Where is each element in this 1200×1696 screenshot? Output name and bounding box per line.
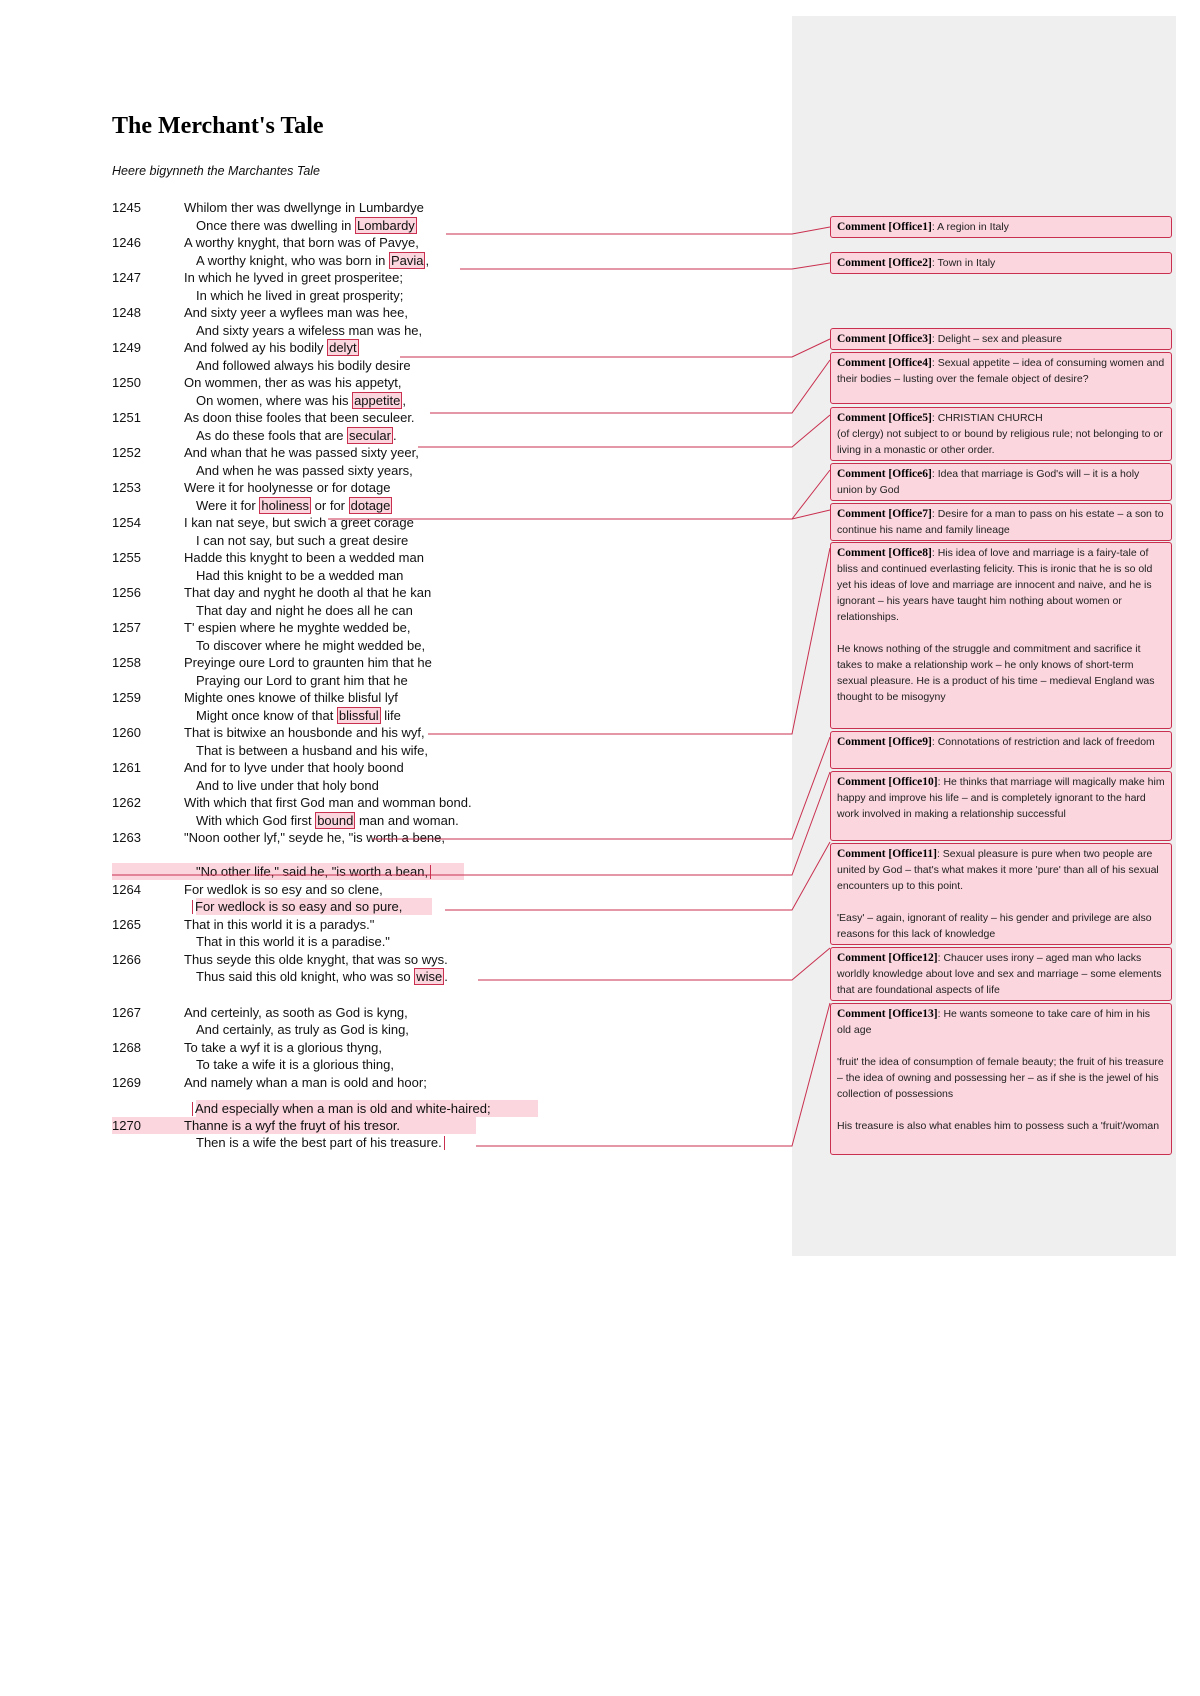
- comment-text: Connotations of restriction and lack of freedom: [937, 736, 1155, 748]
- comment-label: Comment [Office3]: [837, 333, 932, 345]
- comment-label: Comment [Office11]: [837, 848, 937, 860]
- line-number: 1269: [112, 1075, 141, 1090]
- translation-line: That is between a husband and his wife,: [196, 743, 428, 758]
- translation-line: [196, 863, 433, 880]
- text: With which God first: [196, 813, 316, 828]
- original-line: That in this world it is a paradys.": [184, 917, 375, 932]
- translation-line: [196, 1100, 491, 1117]
- comment-text: Sexual appetite – idea of consuming women and their bodies – lusting over the female object of desire?: [837, 357, 1165, 385]
- comment-box-7[interactable]: Comment [Office7]: Desire for a man to pass on his estate – a son to continue his name and family lineage: [830, 503, 1172, 541]
- comment-box-2[interactable]: Comment [Office2]: Town in Italy: [830, 252, 1172, 274]
- comment-marker[interactable]: [444, 1136, 445, 1150]
- connector-3: [400, 339, 830, 357]
- comment-text: 'fruit' the idea of consumption of female beauty; the fruit of his treasure – the idea of owning and possessing her – as if she is the jewel of his collection of possessions: [837, 1056, 1164, 1100]
- text: ,: [425, 253, 430, 268]
- line-number: 1268: [112, 1040, 141, 1055]
- comment-text: 'Easy' – again, ignorant of reality – his gender and privilege are also reasons for this lack of knowledge: [837, 912, 1152, 940]
- text: And especially when a man is old and white-haired;: [195, 1101, 491, 1116]
- translation-line: Praying our Lord to grant him that he: [196, 673, 408, 688]
- comment-label: Comment [Office9]: [837, 736, 932, 748]
- comment-box-3[interactable]: Comment [Office3]: Delight – sex and pleasure: [830, 328, 1172, 350]
- comment-text: Chaucer uses irony – aged man who lacks worldly knowledge about love and sex and marriage – some elements that are foundational aspects of life: [837, 952, 1162, 996]
- original-line: As doon thise fooles that been seculeer.: [184, 410, 415, 425]
- text: For wedlock is so easy and so pure,: [195, 899, 403, 914]
- comment-label: Comment [Office12]: [837, 952, 938, 964]
- line-number: 1251: [112, 410, 141, 425]
- line-number: 1252: [112, 445, 141, 460]
- comment-box-1[interactable]: Comment [Office1]: A region in Italy: [830, 216, 1172, 238]
- connector-4: [430, 360, 830, 413]
- translation-line: That in this world it is a paradise.": [196, 934, 390, 949]
- original-line: On wommen, ther as was his appetyt,: [184, 375, 402, 390]
- text: A worthy knight, who was born in: [196, 253, 389, 268]
- line-number: 1258: [112, 655, 141, 670]
- comment-anchor[interactable]: Lombardy: [356, 218, 415, 233]
- comment-box-5[interactable]: Comment [Office5]: CHRISTIAN CHURCH (of clergy) not subject to or bound by religious rule; not belonging to or living in a monastic or other order.: [830, 407, 1172, 461]
- comment-text: A region in Italy: [937, 221, 1009, 233]
- translation-line: And when he was passed sixty years,: [196, 463, 413, 478]
- text: Thus said this old knight, who was so: [196, 969, 415, 984]
- comment-marker[interactable]: [430, 865, 431, 879]
- line-number: 1257: [112, 620, 141, 635]
- original-line: And whan that he was passed sixty yeer,: [184, 445, 419, 460]
- line-number: 1267: [112, 1005, 141, 1020]
- page-title: The Merchant's Tale: [112, 113, 324, 139]
- line-number: 1254: [112, 515, 141, 530]
- comment-label: Comment [Office13]: [837, 1008, 938, 1020]
- original-line: And sixty yeer a wyflees man was hee,: [184, 305, 408, 320]
- translation-line: [196, 812, 459, 829]
- line-number: 1249: [112, 340, 141, 355]
- translation-line: [196, 707, 401, 724]
- translation-line: [196, 252, 429, 269]
- text: As do these fools that are: [196, 428, 348, 443]
- connector-5: [418, 415, 830, 447]
- original-line: That day and nyght he dooth al that he kan: [184, 585, 432, 600]
- comment-anchor[interactable]: dotage: [350, 498, 391, 513]
- translation-line: [196, 497, 392, 514]
- original-line: And certeinly, as sooth as God is kyng,: [184, 1005, 408, 1020]
- line-number: 1250: [112, 375, 141, 390]
- original-line: Hadde this knyght to been a wedded man: [184, 550, 424, 565]
- connector-13: [476, 1003, 830, 1146]
- comment-box-9[interactable]: Comment [Office9]: Connotations of restriction and lack of freedom: [830, 731, 1172, 769]
- comment-box-8[interactable]: Comment [Office8]: His idea of love and marriage is a fairy-tale of bliss and continued everlasting felicity. This is ironic that he is so old yet his ideas of love and marriage are innocent and naive, and he is ignorant – his years have taught him nothing about women or relationships. He knows nothing of the struggle and commitment and sacrifice it takes to make a relationship work – he only knows of short-term sexual pleasure. He is a product of his time – medieval England was thought to be misogyny: [830, 542, 1172, 729]
- original-line: To take a wyf it is a glorious thyng,: [184, 1040, 382, 1055]
- original-line: A worthy knyght, that born was of Pavye,: [184, 235, 419, 250]
- translation-line: [196, 898, 402, 915]
- original-line: In which he lyved in greet prosperitee;: [184, 270, 403, 285]
- connector-7: [412, 510, 830, 519]
- translation-line: [196, 968, 448, 985]
- line-number: 1265: [112, 917, 141, 932]
- comment-text: Delight – sex and pleasure: [937, 333, 1063, 345]
- comment-text: Sexual pleasure is pure when two people are united by God – that's what makes it more 'pure' than all of his sexual encounters up to this point.: [837, 848, 1159, 892]
- comment-text: Desire for a man to pass on his estate – a son to continue his name and family lineage: [837, 508, 1164, 536]
- translation-line: Had this knight to be a wedded man: [196, 568, 404, 583]
- comment-anchor[interactable]: bound: [317, 813, 354, 828]
- line-number: 1245: [112, 200, 141, 215]
- connector-11: [445, 842, 830, 910]
- comment-box-11[interactable]: Comment [Office11]: Sexual pleasure is pure when two people are united by God – that's what makes it more 'pure' than all of his sexual encounters up to this point. 'Easy' – again, ignorant of reality – his gender and privilege are also reasons for this lack of knowledge: [830, 843, 1172, 945]
- translation-line: And certainly, as truly as God is king,: [196, 1022, 409, 1037]
- text: Might once know of that: [196, 708, 337, 723]
- line-number: 1270: [112, 1118, 141, 1133]
- text: Then is a wife the best part of his treasure.: [196, 1135, 442, 1150]
- text: Once there was dwelling in: [196, 218, 355, 233]
- line-number: 1264: [112, 882, 141, 897]
- comment-box-4[interactable]: Comment [Office4]: Sexual appetite – idea of consuming women and their bodies – lusting over the female object of desire?: [830, 352, 1172, 404]
- translation-line: That day and night he does all he can: [196, 603, 413, 618]
- comment-text: CHRISTIAN CHURCH: [937, 412, 1043, 424]
- comment-label: Comment [Office10]: [837, 776, 938, 788]
- comment-box-13[interactable]: Comment [Office13]: He wants someone to take care of him in his old age 'fruit' the idea of consumption of female beauty; the fruit of his treasure – the idea of owning and possessing her – as if she is the jewel of his collection of possessions His treasure is also what enables him to possess such a 'fruit'/woman: [830, 1003, 1172, 1155]
- connector-1: [446, 227, 830, 234]
- text: man and woman.: [355, 813, 459, 828]
- comment-anchor[interactable]: Pavia: [390, 253, 424, 268]
- comment-anchor[interactable]: wise: [416, 969, 443, 984]
- original-line: For wedlok is so esy and so clene,: [184, 882, 383, 897]
- comment-text: He thinks that marriage will magically make him happy and improve his life – and is completely ignorant to the hard work involved in making a relationship successful: [837, 776, 1165, 820]
- text: Were it for: [196, 498, 260, 513]
- line-number: 1263: [112, 830, 141, 845]
- line-number: 1259: [112, 690, 141, 705]
- translation-line: [196, 217, 417, 234]
- line-number: 1256: [112, 585, 141, 600]
- comment-text: Town in Italy: [937, 257, 996, 269]
- original-line: Thus seyde this olde knyght, that was so wys.: [184, 952, 448, 967]
- comment-text: He wants someone to take care of him in his old age: [837, 1008, 1151, 1036]
- comment-anchor[interactable]: delyt: [329, 340, 357, 355]
- translation-line: [196, 1134, 447, 1151]
- text: And folwed ay his bodily: [184, 340, 328, 355]
- line-number: 1248: [112, 305, 141, 320]
- translation-line: [196, 392, 406, 409]
- original-line: Whilom ther was dwellynge in Lumbardye: [184, 200, 424, 215]
- original-line: [184, 339, 359, 356]
- text: "No other life," said he, "is worth a bean,: [196, 864, 429, 879]
- comment-box-6[interactable]: Comment [Office6]: Idea that marriage is God's will – it is a holy union by God: [830, 463, 1172, 501]
- comment-anchor[interactable]: holiness: [261, 498, 310, 513]
- line-number: 1253: [112, 480, 141, 495]
- comment-text: Idea that marriage is God's will – it is a holy union by God: [837, 468, 1140, 496]
- translation-line: In which he lived in great prosperity;: [196, 288, 404, 303]
- translation-line: And sixty years a wifeless man was he,: [196, 323, 423, 338]
- comment-box-10[interactable]: Comment [Office10]: He thinks that marriage will magically make him happy and improve his life – and is completely ignorant to the hard work involved in making a relationship successful: [830, 771, 1172, 841]
- comment-anchor[interactable]: appetite: [354, 393, 401, 408]
- line-number: 1262: [112, 795, 141, 810]
- text: On women, where was his: [196, 393, 353, 408]
- text: life: [380, 708, 401, 723]
- comment-text: (of clergy) not subject to or bound by religious rule; not belonging to or living in a monastic or other order.: [837, 428, 1163, 456]
- connector-12: [478, 948, 830, 980]
- translation-line: To take a wife it is a glorious thing,: [196, 1057, 394, 1072]
- comment-box-12[interactable]: Comment [Office12]: Chaucer uses irony – aged man who lacks worldly knowledge about love and sex and marriage – some elements that are foundational aspects of life: [830, 947, 1172, 1001]
- translation-line: To discover where he might wedded be,: [196, 638, 426, 653]
- connector-2: [460, 263, 830, 269]
- line-number: 1255: [112, 550, 141, 565]
- original-line: Were it for hoolynesse or for dotage: [184, 480, 391, 495]
- comment-label: Comment [Office4]: [837, 357, 932, 369]
- text: .: [392, 428, 397, 443]
- original-line: T' espien where he myghte wedded be,: [184, 620, 411, 635]
- original-line: "Noon oother lyf," seyde he, "is worth a bene,: [184, 830, 445, 845]
- comment-text: His idea of love and marriage is a fairy-tale of bliss and continued everlasting felicity. This is ironic that he is so old yet his ideas of love and marriage are innocent and naive, and he is ignorant – his years have taught him nothing about women or relationships.: [837, 547, 1153, 623]
- original-line: Mighte ones knowe of thilke blisful lyf: [184, 690, 398, 705]
- translation-line: [196, 427, 397, 444]
- line-number: 1266: [112, 952, 141, 967]
- comment-anchor[interactable]: blissful: [338, 708, 379, 723]
- translation-line: And followed always his bodily desire: [196, 358, 411, 373]
- text: or for: [311, 498, 349, 513]
- original-line: I kan nat seye, but swich a greet corage: [184, 515, 414, 530]
- original-line: Preyinge oure Lord to graunten him that he: [184, 655, 432, 670]
- text: ,: [402, 393, 406, 408]
- comment-label: Comment [Office1]: [837, 221, 932, 233]
- translation-line: And to live under that holy bond: [196, 778, 379, 793]
- comment-text: His treasure is also what enables him to possess such a 'fruit'/woman: [837, 1120, 1160, 1132]
- line-number: 1261: [112, 760, 141, 775]
- comment-marker[interactable]: [192, 900, 193, 914]
- original-line: That is bitwixe an housbonde and his wyf,: [184, 725, 425, 740]
- comment-text: He knows nothing of the struggle and commitment and sacrifice it takes to make a relationship work – he only knows of short-term sexual pleasure. He is a product of his time – medieval England was thought to be misogyny: [837, 643, 1155, 703]
- line-number: 1260: [112, 725, 141, 740]
- page-subtitle: Heere bigynneth the Marchantes Tale: [112, 164, 321, 178]
- line-number: 1247: [112, 270, 141, 285]
- original-line: And namely whan a man is oold and hoor;: [184, 1075, 427, 1090]
- comment-marker[interactable]: [192, 1102, 193, 1116]
- original-line: And for to lyve under that hooly boond: [184, 760, 404, 775]
- line-number: 1246: [112, 235, 141, 250]
- comment-label: Comment [Office7]: [837, 508, 932, 520]
- connector-8: [428, 548, 830, 734]
- comment-label: Comment [Office5]: [837, 412, 932, 424]
- comment-anchor[interactable]: secular: [349, 428, 391, 443]
- comment-label: Comment [Office6]: [837, 468, 932, 480]
- translation-line: I can not say, but such a great desire: [196, 533, 409, 548]
- text: .: [444, 969, 448, 984]
- comment-label: Comment [Office8]: [837, 547, 932, 559]
- original-line: Thanne is a wyf the fruyt of his tresor.: [184, 1118, 401, 1133]
- original-line: With which that first God man and womman bond.: [184, 795, 472, 810]
- comment-label: Comment [Office2]: [837, 257, 932, 269]
